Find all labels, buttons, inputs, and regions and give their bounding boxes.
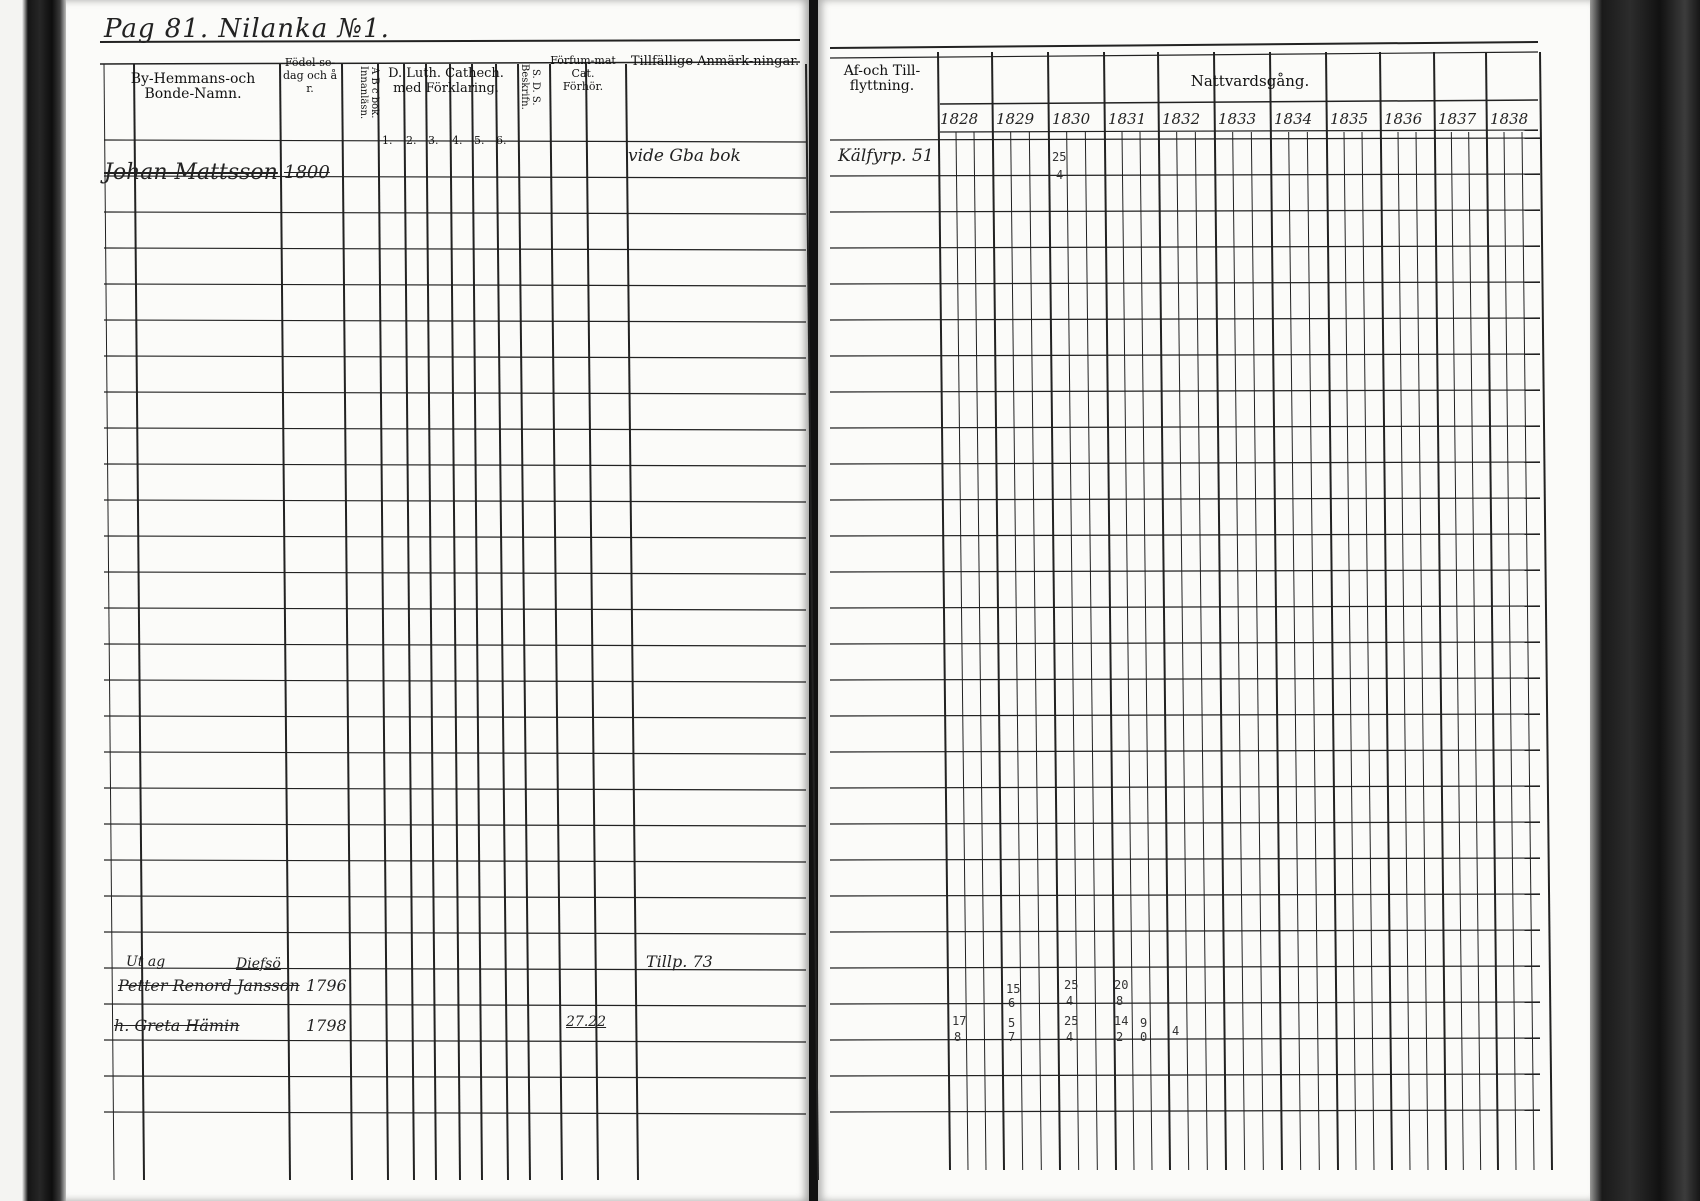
catechism-number: 6. xyxy=(496,134,507,147)
rule-row xyxy=(104,824,806,826)
communion-mark: 5 xyxy=(1008,1016,1016,1030)
rule-column xyxy=(806,64,818,1180)
entry-person2-name: h. Greta Hämin xyxy=(114,1016,240,1035)
rule-sub-column xyxy=(1469,132,1481,1170)
header-notes-column: Tillfällige Anmärk-ningar. xyxy=(630,54,800,69)
rule-row xyxy=(104,356,806,358)
rule-row-right xyxy=(830,282,1540,284)
catechism-number: 2. xyxy=(406,134,417,147)
rule-sub-column xyxy=(1362,132,1374,1170)
communion-mark: 4 xyxy=(1066,994,1074,1008)
rule-year-column xyxy=(1214,52,1226,1170)
rule-row xyxy=(104,320,806,322)
rule-row-right xyxy=(830,750,1540,752)
header-sds-column: S. D. S. Beskrifn. xyxy=(519,64,541,110)
rule-column xyxy=(404,64,414,1180)
rule-row-right xyxy=(830,210,1540,212)
rule-column xyxy=(134,64,144,1180)
communion-mark: 6 xyxy=(1008,996,1016,1010)
rule-row xyxy=(104,932,806,934)
rule-column xyxy=(550,64,562,1180)
rule-sub-column xyxy=(1416,132,1428,1170)
rule-row-right xyxy=(830,354,1540,356)
rule-row-right xyxy=(830,786,1540,788)
rule-row-right xyxy=(830,1110,1540,1112)
communion-mark: 4 xyxy=(1172,1024,1180,1038)
rule-column xyxy=(626,64,638,1180)
year-1835: 1835 xyxy=(1330,110,1369,128)
communion-mark: 2 xyxy=(1116,1030,1124,1044)
rule-sub-column xyxy=(1195,132,1207,1170)
rule-row xyxy=(104,392,806,394)
entry-person1-name: Petter Renord Jansson xyxy=(118,976,300,995)
rule-row-right xyxy=(830,606,1540,608)
rule-year-column xyxy=(1048,52,1060,1170)
communion-mark: 17 xyxy=(952,1014,967,1028)
rule-row-right xyxy=(830,138,1540,140)
rule-row-right xyxy=(830,966,1540,968)
entry-top-moving: Kälfyrp. 51 xyxy=(838,146,934,166)
communion-mark: 20 xyxy=(1114,978,1129,992)
rule-row-right xyxy=(830,642,1540,644)
year-1837: 1837 xyxy=(1438,110,1477,128)
rule-sub-column xyxy=(1522,132,1534,1170)
rule-sub-column xyxy=(1177,132,1189,1170)
rule-row xyxy=(104,752,806,754)
rule-row-right xyxy=(830,714,1540,716)
entry-top-name: Johan Mattsson xyxy=(104,160,278,185)
rule-sub-column xyxy=(1344,132,1356,1170)
year-1838: 1838 xyxy=(1490,110,1529,128)
communion-mark: 4 xyxy=(1066,1030,1074,1044)
entry-person2-forfum: 27.22 xyxy=(566,1014,607,1030)
rule-column xyxy=(378,64,388,1180)
rule-row xyxy=(104,896,806,898)
rule-column xyxy=(496,64,508,1180)
header-catechism-column: D. Luth. Cathech. med Förklaring. xyxy=(388,66,504,96)
communion-mark: 8 xyxy=(954,1030,962,1044)
rule-row xyxy=(104,248,806,250)
year-1831: 1831 xyxy=(1108,110,1147,128)
catechism-number: 1. xyxy=(382,134,393,147)
rule-year-bottom xyxy=(940,130,1538,132)
rule-row-right xyxy=(830,498,1540,500)
rule-row-right xyxy=(830,1074,1540,1076)
catechism-number: 5. xyxy=(474,134,485,147)
rule-column xyxy=(342,64,352,1180)
entry-person2-year: 1798 xyxy=(306,1016,347,1035)
rule-row-right xyxy=(830,174,1540,176)
rule-row-right xyxy=(830,318,1540,320)
rule-sub-column xyxy=(1011,132,1023,1170)
rule-row xyxy=(104,284,806,286)
communion-mark: 14 xyxy=(1114,1014,1129,1028)
rule-top-right xyxy=(830,42,1538,48)
year-1829: 1829 xyxy=(996,110,1035,128)
rule-row xyxy=(104,1076,806,1078)
year-1833: 1833 xyxy=(1218,110,1257,128)
rule-sub-column xyxy=(1140,132,1152,1170)
communion-mark: 9 xyxy=(1140,1016,1148,1030)
year-1832: 1832 xyxy=(1162,110,1201,128)
communion-mark: 7 xyxy=(1008,1030,1016,1044)
rule-row-right xyxy=(830,534,1540,536)
header-abc-column: A B c bok. Innanläsn. xyxy=(358,66,380,120)
rule-row-right xyxy=(830,462,1540,464)
rule-row-right xyxy=(830,930,1540,932)
rule-row xyxy=(104,464,806,466)
year-1836: 1836 xyxy=(1384,110,1423,128)
rule-year-column xyxy=(938,52,950,1170)
communion-mark: 15 xyxy=(1006,982,1021,996)
rule-row xyxy=(104,788,806,790)
year-1828: 1828 xyxy=(940,110,979,128)
communion-mark: 0 xyxy=(1140,1030,1148,1044)
rule-column xyxy=(104,64,114,1180)
rule-sub-column xyxy=(974,132,986,1170)
rule-column xyxy=(472,64,482,1180)
header-communion: Nattvardsgång. xyxy=(1190,72,1310,90)
year-1834: 1834 xyxy=(1274,110,1313,128)
header-moving-column: Af-och Till-flyttning. xyxy=(843,63,921,94)
rule-row xyxy=(104,860,806,862)
communion-mark: 25 xyxy=(1052,150,1067,164)
rule-row xyxy=(104,500,806,502)
rule-header-right xyxy=(830,52,1538,58)
communion-mark: 4 xyxy=(1056,168,1064,182)
rule-column xyxy=(586,64,598,1180)
rule-sub-column xyxy=(1504,132,1516,1170)
entry-person1-prefix: Ut ag xyxy=(126,954,166,970)
rule-year-column xyxy=(992,52,1004,1170)
rule-year-column xyxy=(1540,52,1552,1170)
rule-year-top xyxy=(940,100,1538,104)
catechism-number: 3. xyxy=(428,134,439,147)
page-reference: Pag 81. Nilanka №1. xyxy=(104,14,390,44)
rule-row xyxy=(104,428,806,430)
catechism-number: 4. xyxy=(452,134,463,147)
rule-column xyxy=(280,64,290,1180)
rule-row xyxy=(104,1112,806,1114)
rule-column xyxy=(450,64,460,1180)
header-birth-column: Födel-se-dag och år. xyxy=(282,56,338,95)
communion-mark: 25 xyxy=(1064,1014,1079,1028)
rule-sub-column xyxy=(1451,132,1463,1170)
rule-row-right xyxy=(830,678,1540,680)
entry-person1-place: Diefsö xyxy=(236,956,281,972)
rule-sub-column xyxy=(1233,132,1245,1170)
rule-row-right xyxy=(830,426,1540,428)
entry-top-note: vide Gba bok xyxy=(628,146,741,166)
rule-row-right xyxy=(830,1038,1540,1040)
communion-mark: 25 xyxy=(1064,978,1079,992)
rule-column xyxy=(518,64,530,1180)
entry-person1-note: Tillp. 73 xyxy=(646,952,713,971)
rule-year-column xyxy=(1104,52,1116,1170)
communion-mark: 8 xyxy=(1116,994,1124,1008)
rule-sub-column xyxy=(1085,132,1097,1170)
rule-row-right xyxy=(830,390,1540,392)
rule-row-right xyxy=(830,1002,1540,1004)
rule-sub-column xyxy=(1251,132,1263,1170)
entry-top-year: 1800 xyxy=(284,162,330,183)
year-1830: 1830 xyxy=(1052,110,1091,128)
rule-column xyxy=(426,64,436,1180)
rule-sub-column xyxy=(1398,132,1410,1170)
rule-row-right xyxy=(830,570,1540,572)
header-forfum-column: Förfum-mat Cat. Förhör. xyxy=(550,54,616,93)
rule-year-column xyxy=(1158,52,1170,1170)
rule-row xyxy=(104,212,806,214)
rule-row xyxy=(104,1004,806,1006)
entry-person1-year: 1796 xyxy=(306,976,347,995)
rule-sub-column xyxy=(1029,132,1041,1170)
rule-row xyxy=(104,1040,806,1042)
rule-row-right xyxy=(830,246,1540,248)
rule-sub-column xyxy=(1307,132,1319,1170)
rule-sub-column xyxy=(1289,132,1301,1170)
header-name-column: By-Hemmans-och Bonde-Namn. xyxy=(130,71,256,102)
